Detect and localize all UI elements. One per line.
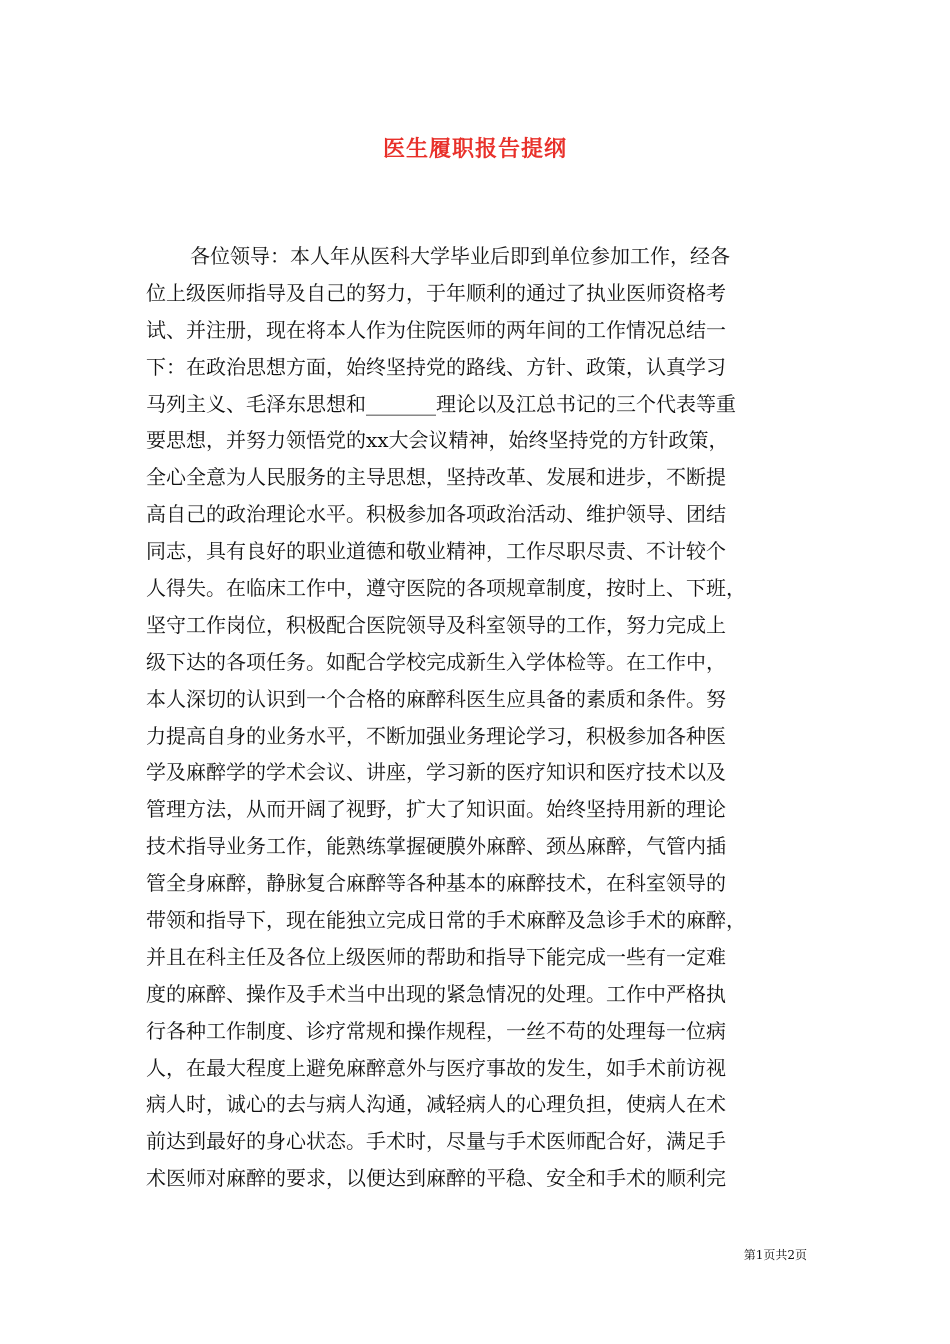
page-number: 第1页共2页 [743,1248,807,1262]
text-line: 度的麻醉、操作及手术当中出现的紧急情况的处理。工作中严格执 [146,981,726,1006]
text-line: 要思想，并努力领悟党的xx大会议精神，始终坚持党的方针政策， [146,428,729,453]
text-line: 各位领导：本人年从医科大学毕业后即到单位参加工作，经各 [190,244,730,268]
text-line: 下：在政治思想方面，始终坚持党的路线、方针、政策，认真学习 [146,354,726,379]
text-line: 试、并注册，现在将本人作为住院医师的两年间的工作情况总结一 [146,317,726,342]
text-line: 级下达的各项任务。如配合学校完成新生入学体检等。在工作中， [146,649,726,674]
text-line: 全心全意为人民服务的主导思想，坚持改革、发展和进步，不断提 [146,465,726,490]
text-line: 前达到最好的身心状态。手术时，尽量与手术医师配合好，满足手 [146,1129,726,1154]
text-line: 人得失。在临床工作中，遵守医院的各项规章制度，按时上、下班， [146,576,746,601]
text-line: 位上级医师指导及自己的努力，于年顺利的通过了执业医师资格考 [146,280,726,305]
body-paragraph [146,238,806,1197]
text-line: 人，在最大程度上避免麻醉意外与医疗事故的发生，如手术前访视 [146,1055,726,1080]
text-line: 行各种工作制度、诊疗常规和操作规程，一丝不苟的处理每一位病 [146,1018,726,1043]
text-line: 管全身麻醉，静脉复合麻醉等各种基本的麻醉技术，在科室领导的 [146,871,726,896]
text-line: 坚守工作岗位，积极配合医院领导及科室领导的工作，努力完成上 [146,612,726,637]
text-line: 本人深切的认识到一个合格的麻醉科医生应具备的素质和条件。努 [146,686,726,711]
text-line: 带领和指导下，现在能独立完成日常的手术麻醉及急诊手术的麻醉， [146,908,746,933]
text-line: 学及麻醉学的学术会议、讲座，学习新的医疗知识和医疗技术以及 [146,760,726,785]
document-title: 医生履职报告提纲 [382,136,567,162]
text-line: 力提高自身的业务水平，不断加强业务理论学习，积极参加各种医 [146,723,726,748]
text-line: 病人时，诚心的去与病人沟通，减轻病人的心理负担，使病人在术 [146,1092,726,1117]
text-line: 管理方法，从而开阔了视野，扩大了知识面。始终坚持用新的理论 [146,797,726,822]
text-line: 高自己的政治理论水平。积极参加各项政治活动、维护领导、团结 [146,502,726,527]
text-line: 技术指导业务工作，能熟练掌握硬膜外麻醉、颈丛麻醉，气管内插 [146,834,726,859]
text-line: 马列主义、毛泽东思想和_______理论以及江总书记的三个代表等重 [146,391,736,416]
text-line: 同志，具有良好的职业道德和敬业精神，工作尽职尽责、不计较个 [146,539,726,564]
text-line: 术医师对麻醉的要求，以便达到麻醉的平稳、安全和手术的顺利完 [146,1166,726,1191]
text-line: 并且在科主任及各位上级医师的帮助和指导下能完成一些有一定难 [146,944,726,969]
